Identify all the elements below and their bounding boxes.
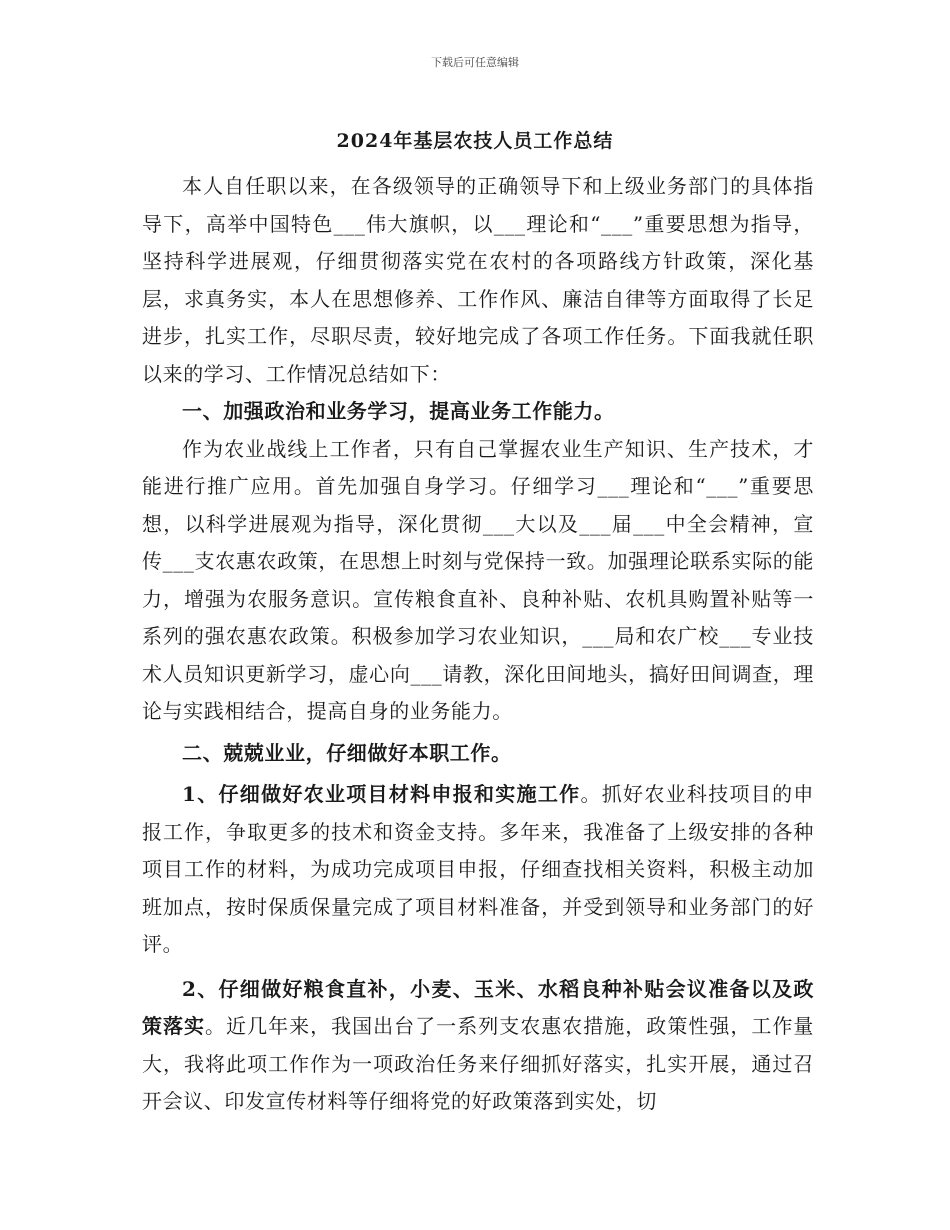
item-1-lead: 1、仔细做好农业项目材料申报和实施工作 — [182, 782, 581, 806]
section-heading-2: 二、兢兢业业，仔细做好本职工作。 — [182, 740, 512, 765]
item-1-paragraph — [142, 776, 814, 964]
intro-paragraph: 本人自任职以来，在各级领导的正确领导下和上级业务部门的具体指导下，高举中国特色___伟大旗帜，以___理论和“___”重要思想为指导，坚持科学进展观，仔细贯彻落实党在农村的各项路线方针政策，深化基层，求真务实，本人在思想修养、工作作风、廉洁自律等方面取得了长足进步，扎实工作，尽职尽责，较好地完成了各项工作任务。下面我就任职以来的学习、工作情况总结如下： — [142, 174, 814, 386]
section-heading-1: 一、加强政治和业务学习，提高业务工作能力。 — [182, 399, 615, 423]
item-2-lead: 2、仔细做好粮食直补，小麦、玉米、水稻良种补贴会议准备以及政策落实 — [142, 976, 814, 1038]
section-1-paragraph: 作为农业战线上工作者，只有自己掌握农业生产知识、生产技术，才能进行推广应用。首先加强自身学习。仔细学习___理论和“___”重要思想，以科学进展观为指导，深化贯彻___大以及___届___中全会精神，宣传___支农惠农政策，在思想上时刻与党保持一致。加强理论联系实际的能力，增强为农服务意识。宣传粮食直补、良种补贴、农机具购置补贴等一系列的强农惠农政策。积极参加学习农业知识，___局和农广校___专业技术人员知识更新学习，虚心向___请教，深化田间地头，搞好田间调查，理论与实践相结合，提高自身的业务能力。 — [142, 436, 814, 723]
item-2-paragraph — [142, 971, 814, 1121]
document-title: 2024年基层农技人员工作总结 — [336, 130, 614, 152]
item-2-body: 。近几年来，我国出台了一系列支农惠农措施，政策性强，工作量大，我将此项工作作为一项政治任务来仔细抓好落实，扎实开展，通过召开会议、印发宣传材料等仔细将党的好政策落到实处，切 — [142, 1014, 814, 1113]
header-note: 下载后可任意编辑 — [431, 56, 519, 69]
item-1-body: 。抓好农业科技项目的申报工作，争取更多的技术和资金支持。多年来，我准备了上级安排的各种项目工作的材料，为成功完成项目申报，仔细查找相关资料，积极主动加班加点，按时保质保量完成了项目材料准备，并受到领导和业务部门的好评。 — [142, 782, 814, 956]
document-body — [142, 168, 814, 1121]
